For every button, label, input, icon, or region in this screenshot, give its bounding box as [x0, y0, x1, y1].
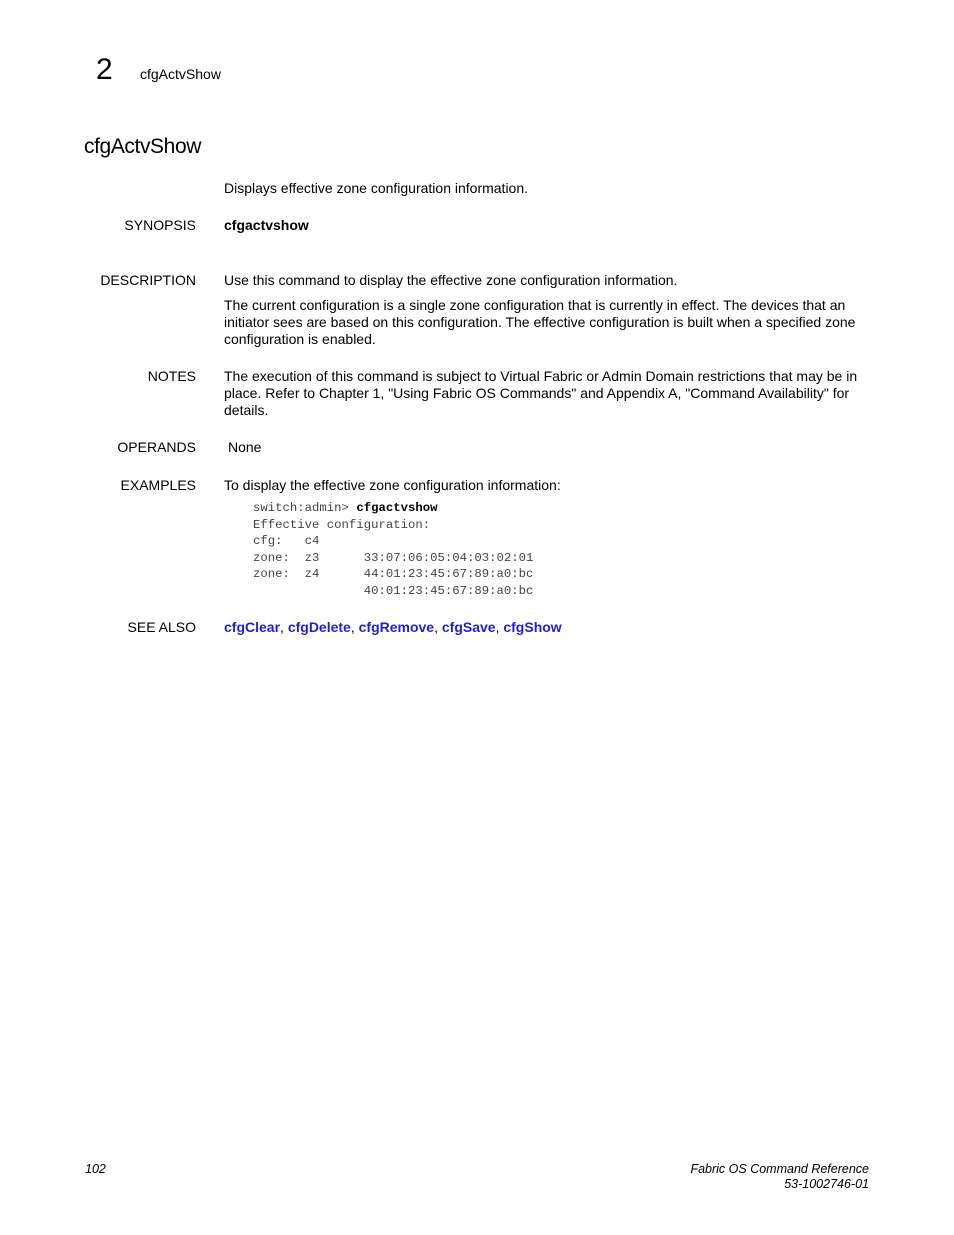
see-also-label: SEE ALSO: [127, 619, 196, 635]
see-also-link-cfgdelete[interactable]: cfgDelete: [287, 619, 351, 635]
link-separator: ,: [434, 619, 442, 635]
footer-doc-info: [690, 1162, 869, 1192]
see-also-link-cfgremove[interactable]: cfgRemove: [358, 619, 435, 635]
link-separator: ,: [280, 619, 288, 635]
page-number: 102: [85, 1162, 106, 1176]
see-also-link-cfgsave[interactable]: cfgSave: [441, 619, 496, 635]
examples-label: EXAMPLES: [120, 477, 196, 493]
example-output: Effective configuration: cfg: c4 zone: z3 33:07:06:05:04:03:02:01 zone: z4 44:01:23:45:67:89:a0:bc 40:01:23:45:67:89:a0:bc: [253, 517, 534, 598]
description-para-2: The current configuration is a single zone configuration that is currently in effect. The devices that an initiator sees are based on this configuration. The effective configuration is built when a specified zone configuration is enabled.: [224, 297, 856, 347]
link-separator: ,: [350, 619, 359, 635]
description-para-1: Use this command to display the effective zone configuration information.: [224, 272, 678, 288]
running-head: cfgActvShow: [140, 66, 221, 82]
footer-doc-number: 53-1002746-01: [784, 1177, 869, 1191]
notes-label: NOTES: [147, 368, 196, 384]
synopsis-command: cfgactvshow: [224, 217, 309, 233]
example-prompt: switch:admin>: [253, 501, 357, 515]
notes-text: The execution of this command is subject to Virtual Fabric or Admin Domain restrictions that may be in place. Refer to Chapter 1, "Using Fabric OS Commands" and Appendix A, "Command Availability" for details.: [224, 368, 858, 418]
example-code-block: [253, 500, 533, 599]
example-command: cfgactvshow: [356, 501, 438, 515]
footer-doc-title: Fabric OS Command Reference: [690, 1162, 869, 1176]
see-also-link-cfgshow[interactable]: cfgShow: [503, 619, 562, 635]
chapter-number: 2: [96, 53, 113, 86]
operands-label: OPERANDS: [117, 439, 196, 455]
synopsis-label: SYNOPSIS: [124, 217, 196, 233]
operands-text: None: [228, 439, 262, 455]
description-label: DESCRIPTION: [100, 272, 196, 288]
see-also-link-cfgclear[interactable]: cfgClear: [224, 619, 281, 635]
summary: Displays effective zone configuration information.: [224, 180, 529, 196]
see-also-links: [224, 619, 869, 636]
examples-intro: To display the effective zone configuration information:: [224, 477, 561, 493]
link-separator: ,: [495, 619, 504, 635]
page-title: cfgActvShow: [84, 135, 201, 158]
